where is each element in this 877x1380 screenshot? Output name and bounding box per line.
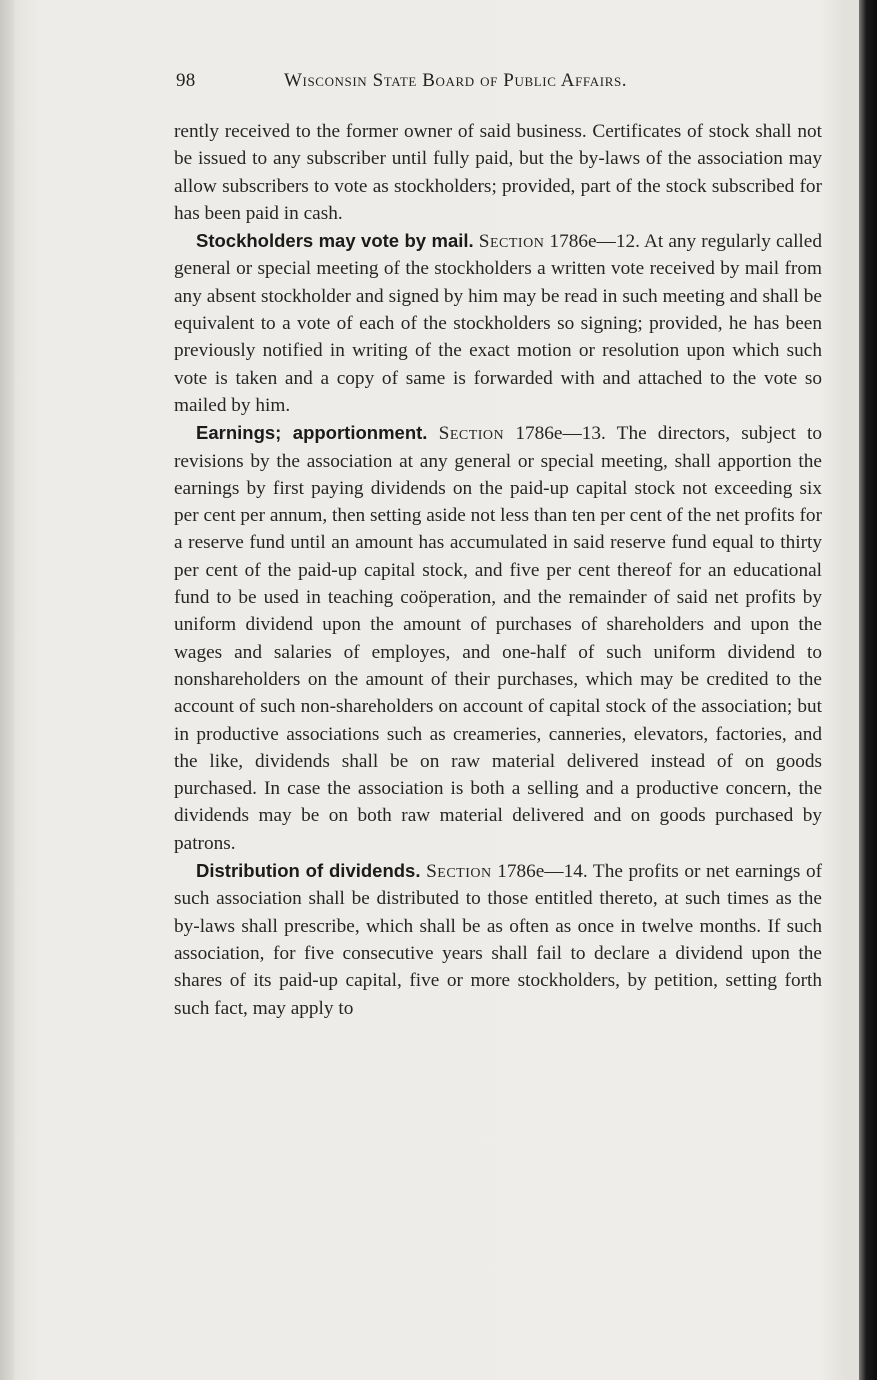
section-heading: Stockholders may vote by mail. — [196, 230, 474, 252]
running-title: Wisconsin State Board of Public Affairs. — [284, 70, 628, 91]
section-1786e-12 — [174, 227, 822, 419]
page-edge-shadow — [859, 0, 877, 1380]
running-header — [176, 70, 736, 96]
section-heading: Earnings; apportionment. — [196, 422, 428, 444]
section-number: 1786e—14. — [497, 861, 588, 883]
body-text — [174, 118, 822, 1022]
section-label: Section — [478, 231, 545, 253]
section-1786e-13 — [174, 419, 822, 857]
paragraph-text: rently received to the former owner of said business. Certificates of stock shall not be issued to any subscriber until fully paid, but the by-laws of the association may allow subscribers to vote as stockholders; provided, part of the stock subscribed for has been paid in cash. — [174, 121, 822, 224]
section-heading: Distribution of dividends. — [196, 860, 421, 882]
page-number: 98 — [176, 70, 196, 91]
section-number: 1786e—13. — [515, 423, 606, 445]
section-label: Section — [426, 861, 492, 883]
paragraph-continuation — [174, 118, 822, 227]
page-gutter-shadow — [0, 0, 14, 1380]
paragraph-text: The profits or net earnings of such association shall be distributed to those entitled thereto, at such times as the by-laws shall prescribe, which shall be as often as once in twelve months. If such association, for five consecutive years shall fail to declare a dividend upon the shares of its paid-up capital, five or more stockholders, by petition, setting forth such fact, may apply to — [174, 861, 823, 1019]
paragraph-text: At any regularly called general or special meeting of the stockholders a written vote received by mail from any absent stockholder and signed by him may be read in such meeting and shall be equivalent to a vote of each of the stockholders so signing; provided, he has been previously notified in writing of the exact motion or resolution upon which such vote is taken and a copy of same is forwarded with and attached to the vote so mailed by him. — [174, 231, 822, 416]
section-number: 1786e—12. — [549, 231, 640, 253]
paragraph-text: The directors, subject to revisions by the association at any general or special meeting, shall apportion the earnings by first paying dividends on the paid-up capital stock not exceeding six per cent per annum, then setting aside not less than ten per cent of the net profits for a reserve fund until an amount has accumulated in said reserve fund equal to thirty per cent of the paid-up capital stock, and five per cent thereof for an educational fund to be used in teaching coöperation, and the remainder of said net profits by uniform dividend upon the amount of purchases of shareholders and upon the wages and salaries of employes, and one-half of such uniform dividend to nonshareholders on the amount of their purchases, which may be credited to the account of such non-shareholders on account of capital stock of the association; but in productive associations such as creameries, canneries, elevators, factories, and the like, dividends shall be on raw material delivered instead of on goods purchased. In case the association is both a selling and a productive concern, the dividends may be on both raw material delivered and on goods purchased by patrons. — [174, 423, 823, 854]
section-label: Section — [438, 423, 505, 445]
section-1786e-14 — [174, 857, 822, 1022]
